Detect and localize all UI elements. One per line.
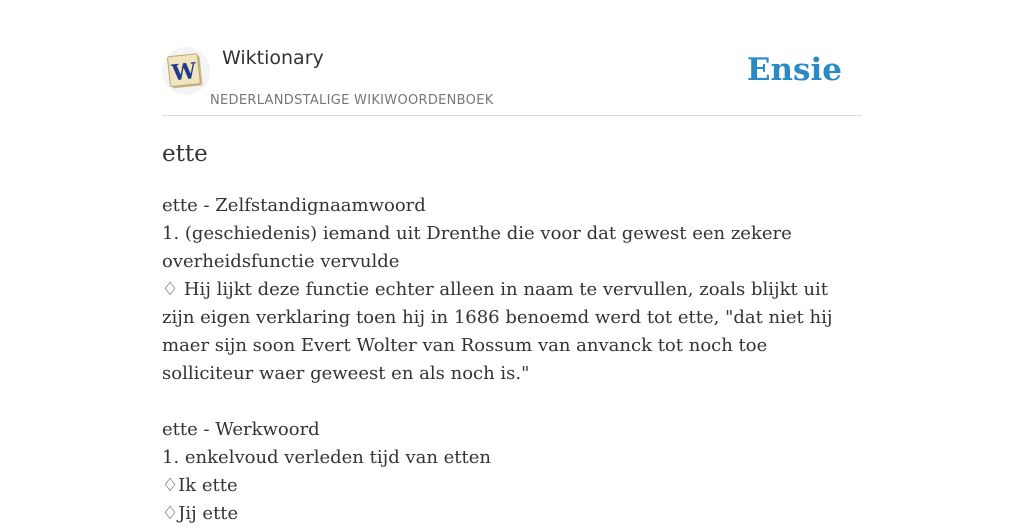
- ensie-brand-link[interactable]: Ensie: [746, 52, 842, 88]
- example-verb-2: ♢Jij ette: [162, 503, 239, 524]
- site-name[interactable]: Wiktionary: [222, 47, 324, 69]
- definition-noun: 1. (geschiedenis) iemand uit Drenthe die voor dat gewest een zekere overheidsfunctie vervulde: [162, 223, 792, 272]
- example-verb-1: ♢Ik ette: [162, 475, 238, 496]
- section-heading-noun: ette - Zelfstandignaamwoord: [162, 195, 426, 216]
- wiktionary-logo-icon: [162, 47, 210, 95]
- site-tagline: NEDERLANDSTALIGE WIKIWOORDENBOEK: [210, 93, 494, 108]
- wiktionary-logo[interactable]: [162, 47, 210, 95]
- section-heading-verb: ette - Werkwoord: [162, 419, 320, 440]
- example-noun: ♢ Hij lijkt deze functie echter alleen in naam te vervullen, zoals blijkt uit zijn eigen verklaring toen hij in 1686 benoemd werd tot ette, "dat niet hij maer sijn soon Evert Wolter van Rossum van anvanck tot noch toe solliciteur waer geweest en als noch is.": [162, 279, 833, 384]
- logo-letter: W: [170, 57, 198, 87]
- spacer: [162, 388, 862, 416]
- entry-content: [162, 192, 862, 528]
- definition-verb: 1. enkelvoud verleden tijd van etten: [162, 447, 492, 468]
- site-header: [162, 0, 862, 116]
- entry-title: ette: [162, 141, 208, 167]
